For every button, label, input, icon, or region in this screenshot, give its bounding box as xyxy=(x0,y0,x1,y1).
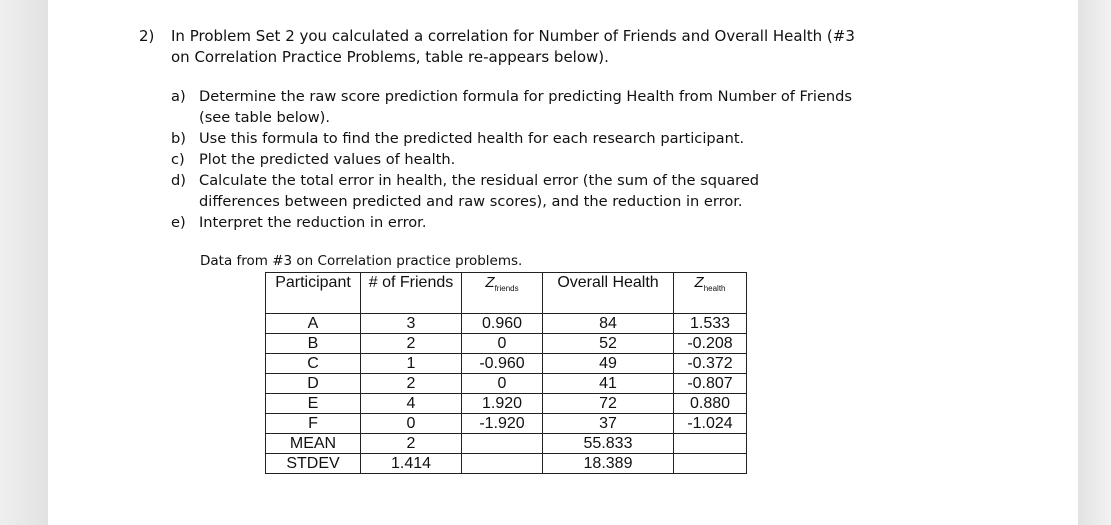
cell-health: 72 xyxy=(543,394,674,414)
part-text: Determine the raw score prediction formula for predicting Health from Number of Friends (see table below). xyxy=(199,88,853,126)
cell-zhealth xyxy=(674,454,747,474)
cell-friends: 1.414 xyxy=(361,454,462,474)
part-label: c) xyxy=(171,151,185,168)
cell-health: 18.389 xyxy=(543,454,674,474)
cell-zfriends xyxy=(462,454,543,474)
cell-health: 49 xyxy=(543,354,674,374)
cell-participant: E xyxy=(266,394,361,414)
cell-zhealth: -0.208 xyxy=(674,334,747,354)
cell-zhealth: -0.807 xyxy=(674,374,747,394)
cell-zhealth: 1.533 xyxy=(674,314,747,334)
cell-zfriends xyxy=(462,434,543,454)
z-subscript: health xyxy=(703,284,726,293)
cell-zfriends: -0.960 xyxy=(462,354,543,374)
part-c xyxy=(171,149,879,170)
header-zfriends xyxy=(462,273,543,314)
table-caption: Data from #3 on Correlation practice problems. xyxy=(200,253,523,269)
left-margin-shadow xyxy=(0,0,48,525)
cell-participant: F xyxy=(266,414,361,434)
cell-health: 84 xyxy=(543,314,674,334)
cell-friends: 1 xyxy=(361,354,462,374)
part-a xyxy=(171,86,879,128)
part-label: e) xyxy=(171,214,186,231)
question-number: 2) xyxy=(139,27,155,45)
cell-participant: B xyxy=(266,334,361,354)
part-text: Calculate the total error in health, the residual error (the sum of the squared differences between predicted and raw scores), and the reduction in error. xyxy=(199,172,760,210)
cell-zhealth: -0.372 xyxy=(674,354,747,374)
cell-participant: C xyxy=(266,354,361,374)
cell-health: 52 xyxy=(543,334,674,354)
cell-zfriends: 0 xyxy=(462,374,543,394)
cell-friends: 0 xyxy=(361,414,462,434)
cell-zfriends: -1.920 xyxy=(462,414,543,434)
cell-zhealth xyxy=(674,434,747,454)
cell-health: 55.833 xyxy=(543,434,674,454)
cell-health: 41 xyxy=(543,374,674,394)
question-parts xyxy=(171,86,879,233)
cell-friends: 2 xyxy=(361,334,462,354)
table-header-row xyxy=(266,273,747,314)
header-zhealth xyxy=(674,273,747,314)
table-row xyxy=(266,354,747,374)
cell-friends: 2 xyxy=(361,434,462,454)
table-row xyxy=(266,374,747,394)
right-margin-shadow xyxy=(1078,0,1111,525)
part-label: a) xyxy=(171,88,186,105)
data-table xyxy=(265,272,747,474)
cell-participant: A xyxy=(266,314,361,334)
cell-zfriends: 0 xyxy=(462,334,543,354)
part-d xyxy=(171,170,829,212)
cell-zfriends: 1.920 xyxy=(462,394,543,414)
header-participant: Participant xyxy=(266,273,361,314)
cell-summary-label: MEAN xyxy=(266,434,361,454)
cell-zfriends: 0.960 xyxy=(462,314,543,334)
cell-zhealth: -1.024 xyxy=(674,414,747,434)
part-text: Plot the predicted values of health. xyxy=(199,151,456,168)
table-row xyxy=(266,334,747,354)
part-text: Interpret the reduction in error. xyxy=(199,214,427,231)
part-text: Use this formula to find the predicted health for each research participant. xyxy=(199,130,745,147)
part-e xyxy=(171,212,879,233)
cell-summary-label: STDEV xyxy=(266,454,361,474)
part-label: d) xyxy=(171,172,186,189)
stdev-row xyxy=(266,454,747,474)
header-health: Overall Health xyxy=(543,273,674,314)
cell-friends: 2 xyxy=(361,374,462,394)
z-subscript: friends xyxy=(494,284,519,293)
cell-friends: 4 xyxy=(361,394,462,414)
cell-health: 37 xyxy=(543,414,674,434)
z-symbol: Z xyxy=(694,274,704,291)
table-row xyxy=(266,394,747,414)
table-row xyxy=(266,414,747,434)
cell-participant: D xyxy=(266,374,361,394)
question-text: In Problem Set 2 you calculated a correlation for Number of Friends and Overall Health (#3 on Correlation Practice Problems, table re-appears below). xyxy=(171,27,855,66)
header-friends: # of Friends xyxy=(361,273,462,314)
z-symbol: Z xyxy=(485,274,495,291)
part-label: b) xyxy=(171,130,186,147)
part-b xyxy=(171,128,879,149)
mean-row xyxy=(266,434,747,454)
cell-friends: 3 xyxy=(361,314,462,334)
table-row xyxy=(266,314,747,334)
cell-zhealth: 0.880 xyxy=(674,394,747,414)
